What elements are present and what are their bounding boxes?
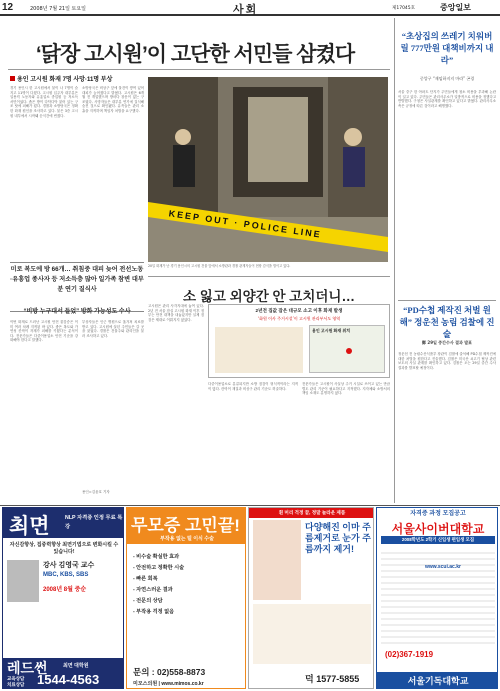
issue-date: 2008년 7월 21일 토요일: [30, 6, 87, 12]
ad-year: 2008년 8월 중순: [43, 587, 87, 593]
divider: [148, 276, 390, 277]
ad-tv: MBC, KBS, SBS: [43, 572, 89, 578]
square-bullet-icon: [10, 76, 15, 81]
side-headline: “초상집의 쓰레기 치워버릴 777만원 대책비까지 내라”: [400, 31, 494, 65]
ad-photo: [7, 560, 39, 602]
kicker: 용인 고시원 화재 7명 사망·11명 부상: [10, 74, 150, 83]
ad-title: 무모증 고민끝!: [131, 516, 240, 535]
photo-caption: 20일 화재가 난 경기 용인시의 고시원 건물 앞에서 소방관과 경찰 관계자들이 현장 감식을 벌이고 있다.: [148, 264, 291, 268]
infographic-sub: ‘화원 이사 주거시설’이 고시원 관리부서도 영역: [257, 316, 341, 321]
ad-line: 자신감향상, 집중력향상 최면기법으로 변화시킬 수 있습니다!: [9, 542, 119, 555]
article-body: 부상자들은 인근 병원으로 옮겨져 치료를 받고 있다. 고시원에 살던 주민들은 갈 곳을 잃었다. 경찰은 건물주와 관리인을 불러 조사하고 있다.: [82, 320, 144, 338]
issue-number: 제17045호: [392, 6, 416, 11]
hypnosis-ad[interactable]: [2, 507, 124, 689]
divider: [394, 18, 395, 503]
ad-info: [253, 604, 371, 664]
middle-body: 다중이용업소로 분류되지만 소방 점검이 형식적이라는 지적이 많다. 칸막이 재질과 비상구 관리 기준도 허술하다.: [208, 382, 298, 391]
ad-top: 자격증 과정 모집공고: [410, 511, 466, 517]
ad-subtitle: 2008학년도 2학기 신입생 편입생 모집: [381, 536, 495, 544]
fire-scene-photo: [148, 77, 388, 262]
article-body: 경기 용인시 한 고시원에서 불이 나 7명이 숨지고 11명이 다쳤다. 고시원 입주자 대부분은 일용직 노동자와 유흥업소 종업원 등 저소득 서민이었다. 좁은 방이 다닥다닥 붙어 있는 구조 탓에 피해가 컸다. 경찰과 소방당국은 정확한 화재 원인을 조사하고 있다. 불은 3층 고시원 내부에서 시작돼 순식간에 번졌다.: [10, 86, 78, 118]
ad-details: [381, 548, 495, 648]
pull-quote: 미로 복도에 방 66개… 취침중 대피 늦어 전선노동·유흥업 종사자 등 저소득층 많아 일가족 참변 대부분 연기 질식사: [10, 262, 144, 312]
masthead: [0, 0, 500, 16]
university-ad[interactable]: [376, 507, 498, 689]
ad-bottom: 서울기독대학교: [377, 672, 498, 689]
ad-bottom-sub: 최면 대학원: [63, 663, 89, 669]
ad-phone: 1544-4563: [37, 672, 100, 687]
ad-title: 최면: [9, 515, 50, 538]
divider: [8, 69, 390, 70]
middle-headline: 소 잃고 외양간 안 고치더니…: [183, 289, 355, 304]
mimos-ad[interactable]: [126, 507, 246, 689]
location-map: [309, 325, 385, 373]
article-body: 이번 화재로 드러난 고시원 안전 불감증은 이미 여러 차례 지적된 바 있다. 좁은 복도와 가연성 칸막이 자재가 피해를 키웠다는 분석이다. 전문가들은 다중이용업소 안전 기준을 강화해야 한다고 말했다.: [10, 320, 78, 343]
paper-name: 중앙일보: [440, 3, 471, 12]
pull-quote-2: “비방 누구대서 들었” 방화 가능성도 수사: [23, 309, 131, 315]
ad-phone: 덕 1577-5855: [305, 674, 360, 684]
main-headline: ‘닭장 고시원’이 고단한 서민들 삼켰다: [35, 43, 355, 66]
ad-phone-label: 교육상담 치료상담: [7, 676, 25, 687]
ad-phone: 문의 : 02)558-8873: [133, 667, 206, 677]
ad-subtitle: NLP 자격증 인정 무료 특강: [65, 515, 123, 530]
side-body-2: 정운천 전 농림수산식품부 장관이 검찰에 출석해 PD수첩 제작진에 대한 처벌을 원한다고 진술했다. 검찰은 미국산 쇠고기 협상 관련 보도의 사실 관계를 확인하고 있다. 검찰은 오는 29일 중간 수사 결과를 발표할 예정이다.: [398, 352, 496, 370]
wrinkle-ad[interactable]: [248, 507, 374, 689]
ad-title: 다양해진 이마 주름제거로 눈가 주름까지 제거!: [305, 522, 371, 554]
ad-top: 흰 머리 걱정 끝, 정말 놀라운 제품: [249, 508, 374, 518]
ad-name: 강사 김영국 교수: [43, 562, 95, 569]
ad-photo: [253, 520, 301, 600]
police-tape-text: KEEP OUT · POLICE LINE: [168, 208, 323, 240]
ad-title: 서울사이버대학교: [391, 522, 485, 536]
fire-scene-photo-illustration: [148, 77, 388, 262]
ad-bullets: - 비수술 확실한 효과 - 안전하고 정확한 시술 - 빠른 회복 - 자연스러운 결과 - 전문의 상담 - 부작용 걱정 없음: [133, 554, 185, 615]
infographic-chart: [215, 327, 303, 373]
ad-url: 미모스의원 | www.mimos.co.kr: [133, 681, 204, 687]
article-body: 소방당국은 비상구 앞에 물건이 쌓여 있어 대피가 늦어졌다고 밝혔다. 고시원은 6개월 전 개업했으며 방마다 창문이 없는 구조였다. 사망자들은 대부분 연기에 질식해 숨진 것으로 확인됐다. 유족들은 관리 소홀을 지적하며 책임자 처벌을 요구했다.: [82, 86, 144, 113]
ad-subtitle: 부작용 없는 털 이식 수술: [160, 536, 214, 542]
ad-bottom-title: 레드썬: [7, 660, 48, 676]
map-pin-icon: [346, 348, 352, 354]
middle-body: 전문가들은 고시원이 사실상 주거 시설로 쓰이고 있는 만큼 별도 관리 기준이 필요하다고 지적했다. 지자체와 소방서의 책임 소재도 분명하지 않다.: [302, 382, 390, 396]
page-number: 12: [2, 2, 14, 13]
map-label: 용인 고시원 화재 위치: [312, 328, 351, 333]
byline: 용인=김윤호 기자: [82, 490, 110, 494]
side-subhead: 중앙구 “재임하지지 마라” 곤경: [419, 76, 475, 81]
section-title: 사회: [233, 4, 259, 16]
infographic-title: 2년전 집값 잡은 대규모 소고 이후 화재 발생: [255, 308, 343, 313]
side-subhead-2: 鄭 29일 중간수사 결과 발표: [422, 340, 472, 345]
side-headline-2: “PD수첩 제작진 처벌 원해” 정운천 농림 검찰에 진술: [398, 300, 496, 334]
middle-body: 고시원은 관리 사각지대에 놓여 있다. 2년 전 서울 잠실 고시원 화재 이후 정부는 안전 대책을 내놓았지만 실제 점검은 제대로 이뤄지지 않았다.: [148, 304, 204, 322]
side-body: 서울 중구 한 아파트 단지가 주민들에게 청소 비용을 부과해 논란이 일고 있다. 주민들은 관리사무소가 일방적으로 비용을 정했다고 반발했다. 구청은 사실관계를 확인하고 있다고 밝혔다. 관리사무소 측은 규정에 따른 것이라고 해명했다.: [398, 90, 496, 108]
ad-phone: (02)367-1919: [385, 650, 434, 659]
infographic-box: [208, 304, 390, 378]
divider: [0, 505, 500, 506]
ad-site: www.scui.ac.kr: [425, 564, 461, 570]
